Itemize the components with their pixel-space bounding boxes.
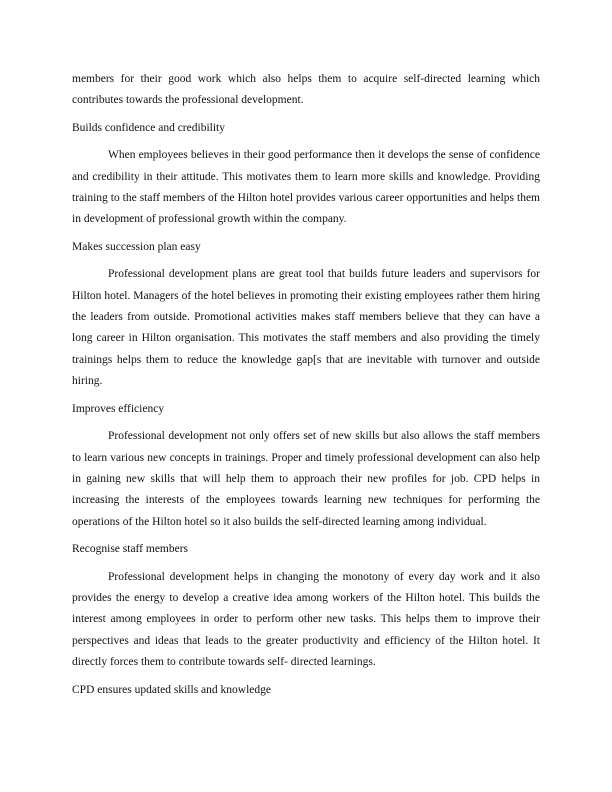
paragraph-efficiency: Professional development not only offers set of new skills but also allows the staff members to learn various new concepts in trainings. Proper and timely professional development can also help in gaining new skills that will help them to approach their new profiles for job. CPD helps in increasing the interests of the employees towards learning new techniques for performing the operations of the Hilton hotel so it also builds the self-directed learning among individual.: [72, 430, 540, 528]
section-heading-recognise: Recognise staff members: [72, 543, 189, 556]
paragraph-continuation: members for their good work which also helps them to acquire self-directed learning which contributes towards the professional development.: [72, 73, 540, 107]
paragraph-succession: Professional development plans are great tool that builds future leaders and supervisors for Hilton hotel. Managers of the hotel believes in promoting their existing employees rather them hiring the leaders from outside. Promotional activities makes staff members believe that they can have a long career in Hilton organisation. This motivates the staff members and also providing the timely trainings helps them to reduce the knowledge gap[s that are inevitable with turnover and outside hiring.: [72, 268, 540, 388]
paragraph-confidence: When employees believes in their good performance then it develops the sense of confidence and credibility in their attitude. This motivates them to learn more skills and knowledge. Providing training to the staff members of the Hilton hotel provides various career opportunities and helps them in development of professional growth within the company.: [72, 149, 540, 226]
section-heading-confidence: Builds confidence and credibility: [72, 121, 225, 134]
document-page: [72, 69, 540, 707]
section-heading-succession: Makes succession plan easy: [72, 240, 201, 253]
section-heading-cpd: CPD ensures updated skills and knowledge: [72, 683, 271, 696]
section-heading-efficiency: Improves efficiency: [72, 402, 165, 415]
paragraph-recognise: Professional development helps in changing the monotony of every day work and it also provides the energy to develop a creative idea among workers of the Hilton hotel. This builds the interest among employees in order to perform other new tasks. This helps them to improve their perspectives and ideas that leads to the greater productivity and efficiency of the Hilton hotel. It directly forces them to contribute towards self- directed learnings.: [72, 570, 540, 669]
